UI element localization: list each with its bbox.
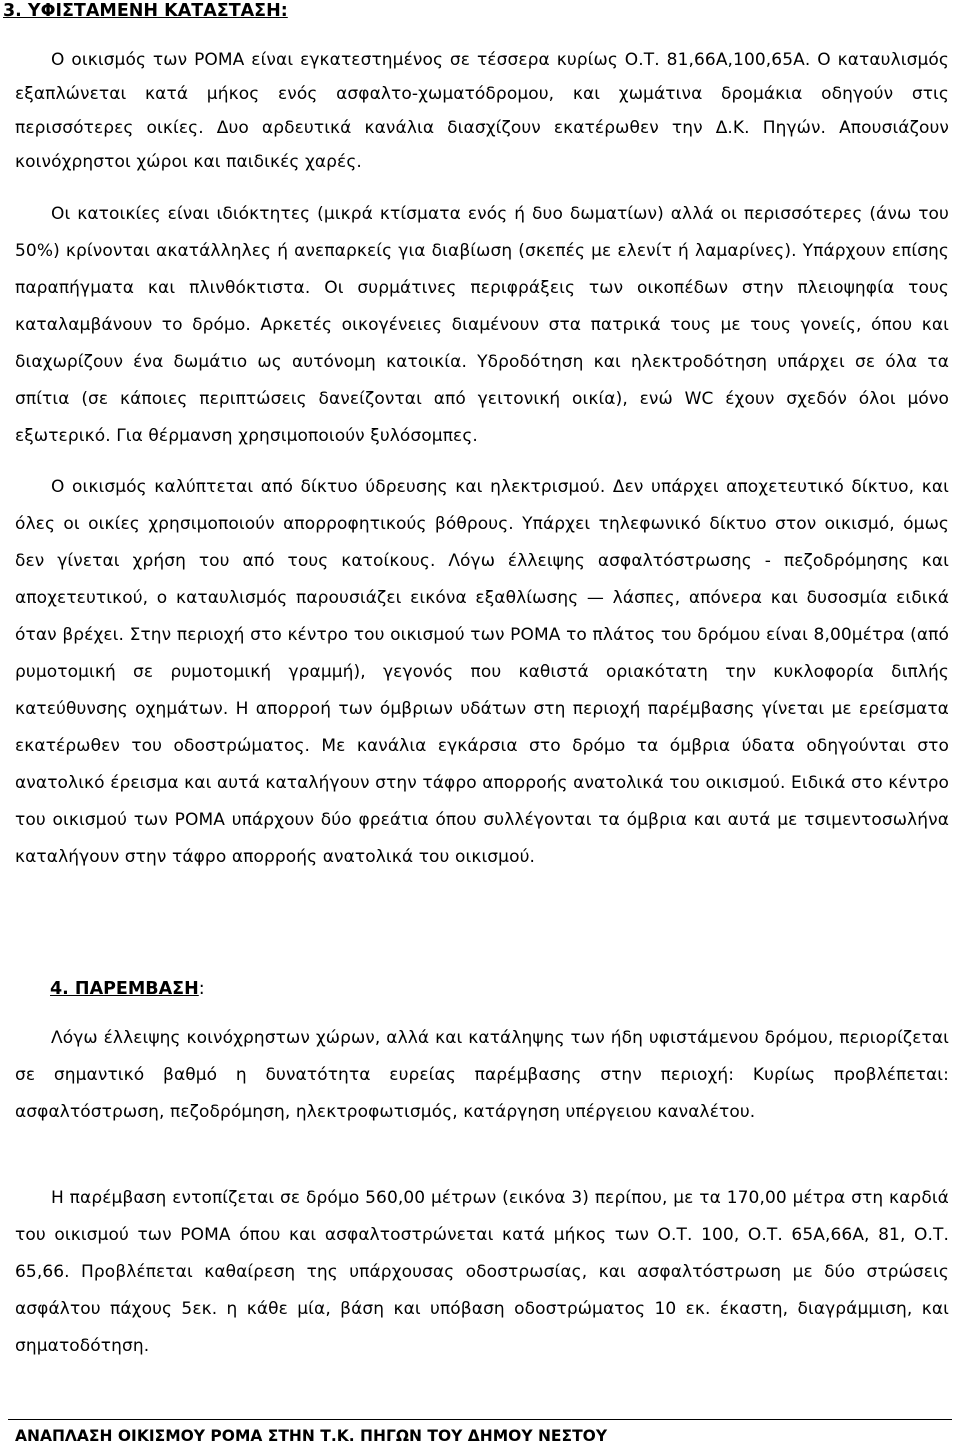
section-3-paragraph-1: Ο οικισμός των ΡΟΜΑ είναι εγκατεστημένος σε τέσσερα κυρίως Ο.Τ. 81,66Α,100,65Α. Ο καταυλισμός εξαπλώνεται κατά μήκος ενός ασφαλτο-χωματόδρομου, και χωμάτινα δρομάκια οδηγούν στις περισσότερες οικίες. Δυο αρδευτικά κανάλια διασχίζουν εκατέρωθεν την Δ.Κ. Πηγών. Απουσιάζουν κοινόχρηστοι χώροι και παιδικές χαρές. xyxy=(15,50,949,172)
section-3-paragraph-3: Ο οικισμός καλύπτεται από δίκτυο ύδρευσης και ηλεκτρισμού. Δεν υπάρχει αποχετευτικό δίκτυο, και όλες οι οικίες χρησιμοποιούν απορροφητικούς βόθρους. Υπάρχει τηλεφωνικό δίκτυο στον οικισμό, όμως δεν γίνεται χρήση του από τους κατοίκους. Λόγω έλλειψης ασφαλτόστρωσης - πεζοδρόμησης και αποχετευτικού, ο καταυλισμός παρουσιάζει εικόνα εξαθλίωσης — λάσπες, απόνερα και δυσοσμία ειδικά όταν βρέχει. Στην περιοχή στο κέντρο του οικισμού των ΡΟΜΑ το πλάτος του δρόμου είναι 8,00μέτρα (από ρυμοτομική σε ρυμοτομική γραμμή), γεγονός που καθιστά οριακότατη την κυκλοφορία διπλής κατεύθυνσης οχημάτων. Η απορροή των όμβριων υδάτων στη περιοχή παρέμβασης γίνεται με ερείσματα εκατέρωθεν του οδοστρώματος. Με κανάλια εγκάρσια στο δρόμο τα όμβρια ύδατα οδηγούνται στο ανατολικό έρεισμα και αυτά καταλήγουν στην τάφρο απορροής ανατολικά του οικισμού. Ειδικά στο κέντρο του οικισμού των ΡΟΜΑ υπάρχουν δύο φρεάτια όπου συλλέγονται τα όμβρια και αυτά με τσιμεντοσωλήνα καταλήγουν στην τάφρο απορροής ανατολικά του οικισμού. xyxy=(15,477,949,867)
footer-title: ΑΝΑΠΛΑΣΗ ΟΙΚΙΣΜΟΥ ΡΟΜΑ ΣΤΗΝ Τ.Κ. ΠΗΓΩΝ ΤΟΥ ΔΗΜΟΥ ΝΕΣΤΟΥ xyxy=(15,1427,608,1445)
section-4-heading xyxy=(50,978,205,1000)
section-4-heading-text: 4. ΠΑΡΕΜΒΑΣΗ xyxy=(50,979,199,999)
section-4-paragraph-2: Η παρέμβαση εντοπίζεται σε δρόμο 560,00 μέτρων (εικόνα 3) περίπου, με τα 170,00 μέτρα στη καρδιά του οικισμού των ΡΟΜΑ όπου και ασφαλτοστρώνεται κατά μήκος των Ο.Τ. 100, Ο.Τ. 65Α,66Α, 81, Ο.Τ. 65,66. Προβλέπεται καθαίρεση της υπάρχουσας οδοστρωσίας, και ασφαλτόστρωση με δύο στρώσεις ασφάλτου πάχους 5εκ. η κάθε μία, βάση και υπόβαση οδοστρώματος 10 εκ. έκαστη, διαγράμμιση, και σηματοδότηση. xyxy=(15,1188,949,1356)
section-3-paragraph-2: Οι κατοικίες είναι ιδιόκτητες (μικρά κτίσματα ενός ή δυο δωματίων) αλλά οι περισσότερες (άνω του 50%) κρίνονται ακατάλληλες ή ανεπαρκείς για διαβίωση (σκεπές με ελενίτ ή λαμαρίνες). Υπάρχουν επίσης παραπήγματα και πλινθόκτιστα. Οι συρμάτινες περιφράξεις των οικοπέδων στην πλειοψηφία τους καταλαμβάνουν το δρόμο. Αρκετές οικογένειες διαμένουν στα πατρικά τους με τους γονείς, όπου και διαχωρίζουν ένα δωμάτιο ως αυτόνομη κατοικία. Υδροδότηση και ηλεκτροδότηση υπάρχει σε όλα τα σπίτια (σε κάποιες περιπτώσεις δανείζονται από γειτονική οικία), ενώ WC έχουν σχεδόν όλοι μόνο εξωτερικό. Για θέρμανση χρησιμοποιούν ξυλόσομπες. xyxy=(15,204,949,446)
section-4-paragraph-1: Λόγω έλλειψης κοινόχρηστων χώρων, αλλά και κατάληψης των ήδη υφιστάμενου δρόμου, περιορίζεται σε σημαντικό βαθμό η δυνατότητα ευρείας παρέμβασης στην περιοχή: Κυρίως προβλέπεται: ασφαλτόστρωση, πεζοδρόμηση, ηλεκτροφωτισμός, κατάργηση υπέργειου καναλέτου. xyxy=(15,1028,949,1122)
section-3-heading: 3. ΥΦΙΣΤΑΜΕΝΗ ΚΑΤΑΣΤΑΣΗ: xyxy=(3,1,288,21)
page-footer xyxy=(8,1419,952,1446)
section-4-heading-colon: : xyxy=(198,979,205,999)
